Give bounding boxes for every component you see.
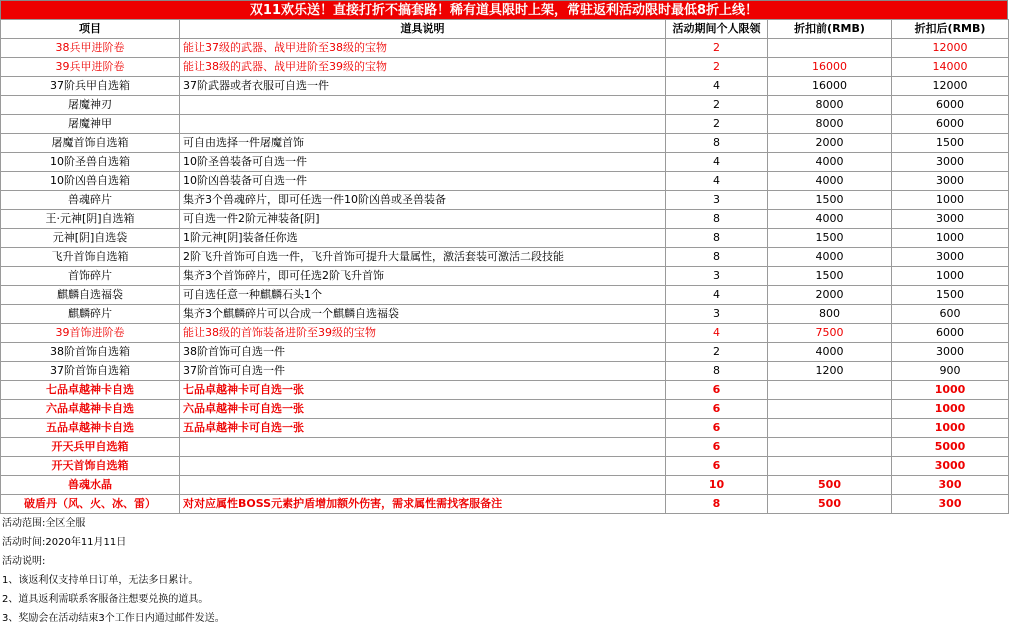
table-row [1,229,1009,248]
cell-after: 3000 [892,153,1009,172]
cell-desc: 五品卓越神卡可自选一张 [180,419,666,438]
cell-before [768,39,892,58]
cell-limit: 8 [666,495,768,514]
cell-limit: 4 [666,77,768,96]
cell-item: 飞升首饰自选箱 [1,248,180,267]
cell-before: 1200 [768,362,892,381]
cell-after: 3000 [892,457,1009,476]
header-before: 折扣前(RMB) [768,20,892,39]
cell-desc: 可自由选择一件屠魔首饰 [180,134,666,153]
cell-after: 5000 [892,438,1009,457]
cell-limit: 6 [666,419,768,438]
table-row [1,343,1009,362]
table-row [1,39,1009,58]
table-row [1,172,1009,191]
cell-desc: 能让37级的武器、战甲进阶至38级的宝物 [180,39,666,58]
cell-desc: 集齐3个首饰碎片，即可任选2阶飞升首饰 [180,267,666,286]
cell-before: 16000 [768,77,892,96]
table-row [1,400,1009,419]
cell-before: 16000 [768,58,892,77]
cell-before: 500 [768,495,892,514]
cell-desc: 集齐3个兽魂碎片，即可任选一件10阶凶兽或圣兽装备 [180,191,666,210]
cell-limit: 3 [666,305,768,324]
cell-item: 开天兵甲自选箱 [1,438,180,457]
cell-after: 1000 [892,267,1009,286]
cell-limit: 2 [666,58,768,77]
cell-after: 6000 [892,324,1009,343]
table-row [1,153,1009,172]
table-row [1,457,1009,476]
cell-item: 首饰碎片 [1,267,180,286]
cell-after: 900 [892,362,1009,381]
header-limit: 活动期间个人限领 [666,20,768,39]
cell-limit: 3 [666,191,768,210]
table-row [1,134,1009,153]
cell-before: 8000 [768,96,892,115]
cell-limit: 10 [666,476,768,495]
cell-limit: 2 [666,343,768,362]
cell-desc [180,96,666,115]
table-row [1,77,1009,96]
cell-limit: 6 [666,457,768,476]
note-line: 活动说明: [2,556,46,567]
cell-limit: 2 [666,115,768,134]
notes-section [0,514,1008,628]
table-row [1,438,1009,457]
cell-limit: 2 [666,96,768,115]
cell-limit: 3 [666,267,768,286]
cell-item: 38阶首饰自选箱 [1,343,180,362]
cell-limit: 8 [666,134,768,153]
cell-after: 1000 [892,419,1009,438]
price-table [0,19,1009,514]
table-row [1,286,1009,305]
cell-item: 屠魔神刃 [1,96,180,115]
cell-before: 4000 [768,153,892,172]
cell-item: 39首饰进阶卷 [1,324,180,343]
cell-before: 500 [768,476,892,495]
cell-item: 兽魂碎片 [1,191,180,210]
cell-item: 屠魔神甲 [1,115,180,134]
cell-item: 六品卓越神卡自选 [1,400,180,419]
cell-after: 6000 [892,115,1009,134]
table-row [1,58,1009,77]
cell-after: 300 [892,476,1009,495]
cell-limit: 8 [666,362,768,381]
table-row [1,362,1009,381]
cell-item: 兽魂水晶 [1,476,180,495]
cell-item: 37阶首饰自选箱 [1,362,180,381]
cell-limit: 8 [666,248,768,267]
header-after: 折扣后(RMB) [892,20,1009,39]
cell-item: 37阶兵甲自选箱 [1,77,180,96]
cell-limit: 2 [666,39,768,58]
banner-title: 双11欢乐送！直接打折不搞套路！稀有道具限时上架，常驻返利活动限时最低8折上线！ [0,0,1008,19]
cell-after: 600 [892,305,1009,324]
cell-item: 10阶圣兽自选箱 [1,153,180,172]
cell-limit: 4 [666,172,768,191]
cell-item: 元神[阴]自选袋 [1,229,180,248]
table-row [1,267,1009,286]
cell-after: 12000 [892,39,1009,58]
cell-after: 3000 [892,248,1009,267]
cell-item: 开天首饰自选箱 [1,457,180,476]
cell-after: 6000 [892,96,1009,115]
cell-desc: 六品卓越神卡可自选一张 [180,400,666,419]
cell-item: 麒麟碎片 [1,305,180,324]
header-row [1,20,1009,39]
table-row [1,191,1009,210]
cell-after: 1000 [892,229,1009,248]
cell-desc: 可自选一件2阶元神装备[阴] [180,210,666,229]
cell-after: 3000 [892,172,1009,191]
cell-after: 1500 [892,286,1009,305]
cell-before [768,381,892,400]
cell-desc: 可自选任意一种麒麟石头1个 [180,286,666,305]
cell-after: 3000 [892,210,1009,229]
cell-before: 1500 [768,267,892,286]
cell-before: 4000 [768,343,892,362]
cell-before: 4000 [768,172,892,191]
table-row [1,419,1009,438]
cell-after: 1000 [892,381,1009,400]
cell-desc: 37阶武器或者衣服可自选一件 [180,77,666,96]
cell-limit: 6 [666,381,768,400]
cell-after: 12000 [892,77,1009,96]
cell-desc: 10阶圣兽装备可自选一件 [180,153,666,172]
cell-before: 8000 [768,115,892,134]
table-row [1,96,1009,115]
cell-desc: 七品卓越神卡可自选一张 [180,381,666,400]
cell-item: 39兵甲进阶卷 [1,58,180,77]
cell-after: 1000 [892,400,1009,419]
cell-item: 10阶凶兽自选箱 [1,172,180,191]
cell-after: 14000 [892,58,1009,77]
cell-item: 38兵甲进阶卷 [1,39,180,58]
header-item: 项目 [1,20,180,39]
cell-desc: 能让38级的首饰装备进阶至39级的宝物 [180,324,666,343]
cell-limit: 6 [666,400,768,419]
cell-desc [180,115,666,134]
cell-before [768,457,892,476]
cell-before [768,438,892,457]
cell-before: 1500 [768,191,892,210]
cell-desc [180,457,666,476]
note-line: 2、道具返利需联系客服备注想要兑换的道具。 [2,594,209,605]
table-row [1,495,1009,514]
note-line: 活动范围:全区全服 [2,518,86,529]
cell-desc: 38阶首饰可自选一件 [180,343,666,362]
table-row [1,381,1009,400]
cell-item: 七品卓越神卡自选 [1,381,180,400]
cell-before: 4000 [768,248,892,267]
cell-desc [180,476,666,495]
cell-limit: 4 [666,153,768,172]
cell-limit: 4 [666,324,768,343]
cell-before: 2000 [768,286,892,305]
table-row [1,115,1009,134]
cell-item: 五品卓越神卡自选 [1,419,180,438]
cell-item: 破盾丹（风、火、冰、雷） [1,495,180,514]
cell-limit: 8 [666,210,768,229]
cell-before [768,400,892,419]
cell-desc: 集齐3个麒麟碎片可以合成一个麒麟自选福袋 [180,305,666,324]
cell-after: 1500 [892,134,1009,153]
table-row [1,210,1009,229]
note-line: 1、该返利仅支持单日订单，无法多日累计。 [2,575,199,586]
cell-before: 7500 [768,324,892,343]
cell-item: 麒麟自选福袋 [1,286,180,305]
cell-limit: 8 [666,229,768,248]
cell-desc [180,438,666,457]
cell-before: 1500 [768,229,892,248]
cell-before: 2000 [768,134,892,153]
cell-desc: 10阶凶兽装备可自选一件 [180,172,666,191]
cell-before: 800 [768,305,892,324]
cell-item: 王·元神[阴]自选箱 [1,210,180,229]
note-line: 3、奖励会在活动结束3个工作日内通过邮件发送。 [2,613,225,624]
cell-desc: 能让38级的武器、战甲进阶至39级的宝物 [180,58,666,77]
cell-after: 1000 [892,191,1009,210]
cell-before [768,419,892,438]
header-desc: 道具说明 [180,20,666,39]
table-row [1,324,1009,343]
cell-after: 3000 [892,343,1009,362]
note-line: 活动时间:2020年11月11日 [2,537,127,548]
cell-desc: 37阶首饰可自选一件 [180,362,666,381]
cell-limit: 4 [666,286,768,305]
table-row [1,476,1009,495]
cell-after: 300 [892,495,1009,514]
table-row [1,305,1009,324]
cell-limit: 6 [666,438,768,457]
cell-before: 4000 [768,210,892,229]
cell-desc: 1阶元神[阴]装备任你选 [180,229,666,248]
cell-item: 屠魔首饰自选箱 [1,134,180,153]
cell-desc: 2阶飞升首饰可自选一件，飞升首饰可提升大量属性，激活套装可激活二段技能 [180,248,666,267]
cell-desc: 对对应属性BOSS元素护盾增加额外伤害，需求属性需找客服备注 [180,495,666,514]
table-row [1,248,1009,267]
